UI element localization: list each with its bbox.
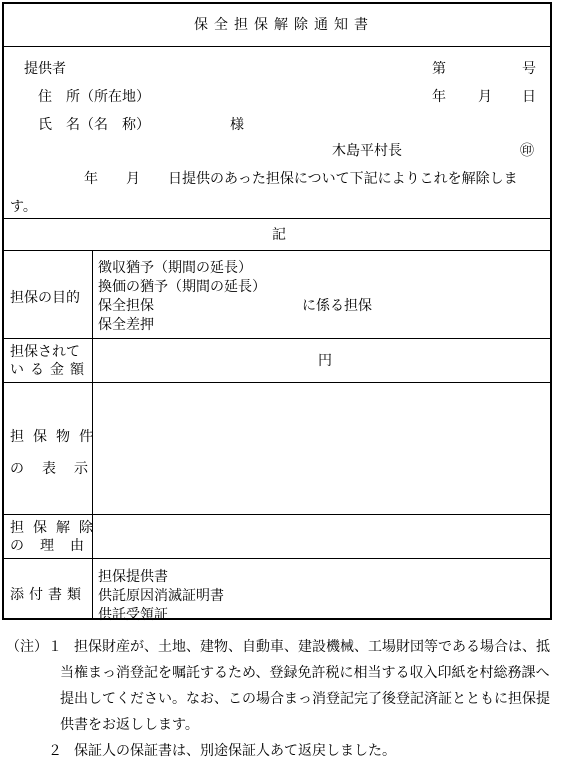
- ki-label: 記: [272, 227, 286, 243]
- reason-label-2: の理由: [10, 538, 100, 554]
- amount-label-1: 担保されて: [10, 344, 80, 360]
- ki-divider: [4, 250, 550, 251]
- notes-prefix: （注）: [6, 639, 48, 655]
- row-divider-2: [4, 382, 550, 383]
- property-label-2: の表示: [10, 461, 106, 477]
- form-frame: [2, 2, 552, 623]
- purpose-item-1: 徴収猶予（期間の延長）: [98, 260, 252, 276]
- amount-unit: 円: [318, 353, 332, 369]
- purpose-item-2: 換価の猶予（期間の延長）: [98, 279, 266, 295]
- number-dai: 第: [432, 61, 446, 77]
- amount-label-2: [10, 361, 90, 379]
- purpose-suffix: に係る担保: [302, 298, 372, 314]
- body-divider: [4, 218, 550, 219]
- provider-label: 提供者: [24, 61, 66, 77]
- body-line-1: 年 月 日提供のあった担保について下記によりこれを解除しま: [84, 171, 518, 187]
- purpose-item-4: 保全差押: [98, 317, 154, 333]
- address-label: 住 所（所在地）: [38, 89, 150, 105]
- issuer-name: 木島平村長: [332, 143, 402, 159]
- purpose-label: 担保の目的: [10, 290, 80, 306]
- number-go: 号: [522, 61, 536, 77]
- row-divider-3: [4, 514, 550, 515]
- date-year: 年: [432, 89, 446, 105]
- title-divider: [4, 46, 550, 47]
- date-month: 月: [478, 89, 492, 105]
- note-1-line-4: 供書をお返しします。: [60, 717, 199, 733]
- name-label: 氏 名（名 称）: [38, 117, 150, 133]
- note-2-number: ２: [48, 743, 62, 759]
- row-divider-4: [4, 558, 550, 559]
- seal-mark: ㊞: [520, 143, 534, 159]
- body-line-2: す。: [10, 199, 37, 215]
- note-1-line-2: 当権まっ消登記を嘱託するため、登録免許税に相当する収入印紙を村総務課へ: [60, 665, 550, 681]
- note-2-text: 保証人の保証書は、別途保証人あて返戻しました。: [74, 743, 396, 759]
- row-divider-1: [4, 338, 550, 339]
- attachments-label: 添付書類: [10, 587, 86, 603]
- note-1-line-1: 担保財産が、土地、建物、自動車、建設機械、工場財団等である場合は、抵: [74, 639, 550, 655]
- date-day: 日: [522, 89, 536, 105]
- reason-label-1: 担保解除: [10, 520, 102, 536]
- sama-label: 様: [230, 117, 244, 133]
- note-1-line-3: 提出してください。なお、この場合まっ消登記完了後登記済証とともに担保提: [60, 691, 550, 707]
- amount-label-2-text: いる金額: [10, 362, 90, 378]
- attachment-item-1: 担保提供書: [98, 569, 168, 585]
- note-1-number: １: [48, 639, 62, 655]
- form-title: 保全担保解除通知書: [194, 17, 374, 33]
- property-label-1: 担保物件: [10, 429, 102, 445]
- attachment-item-3: 供託受領証: [98, 607, 168, 623]
- purpose-item-3: 保全担保: [98, 298, 154, 314]
- attachment-item-2: 供託原因消滅証明書: [98, 588, 224, 604]
